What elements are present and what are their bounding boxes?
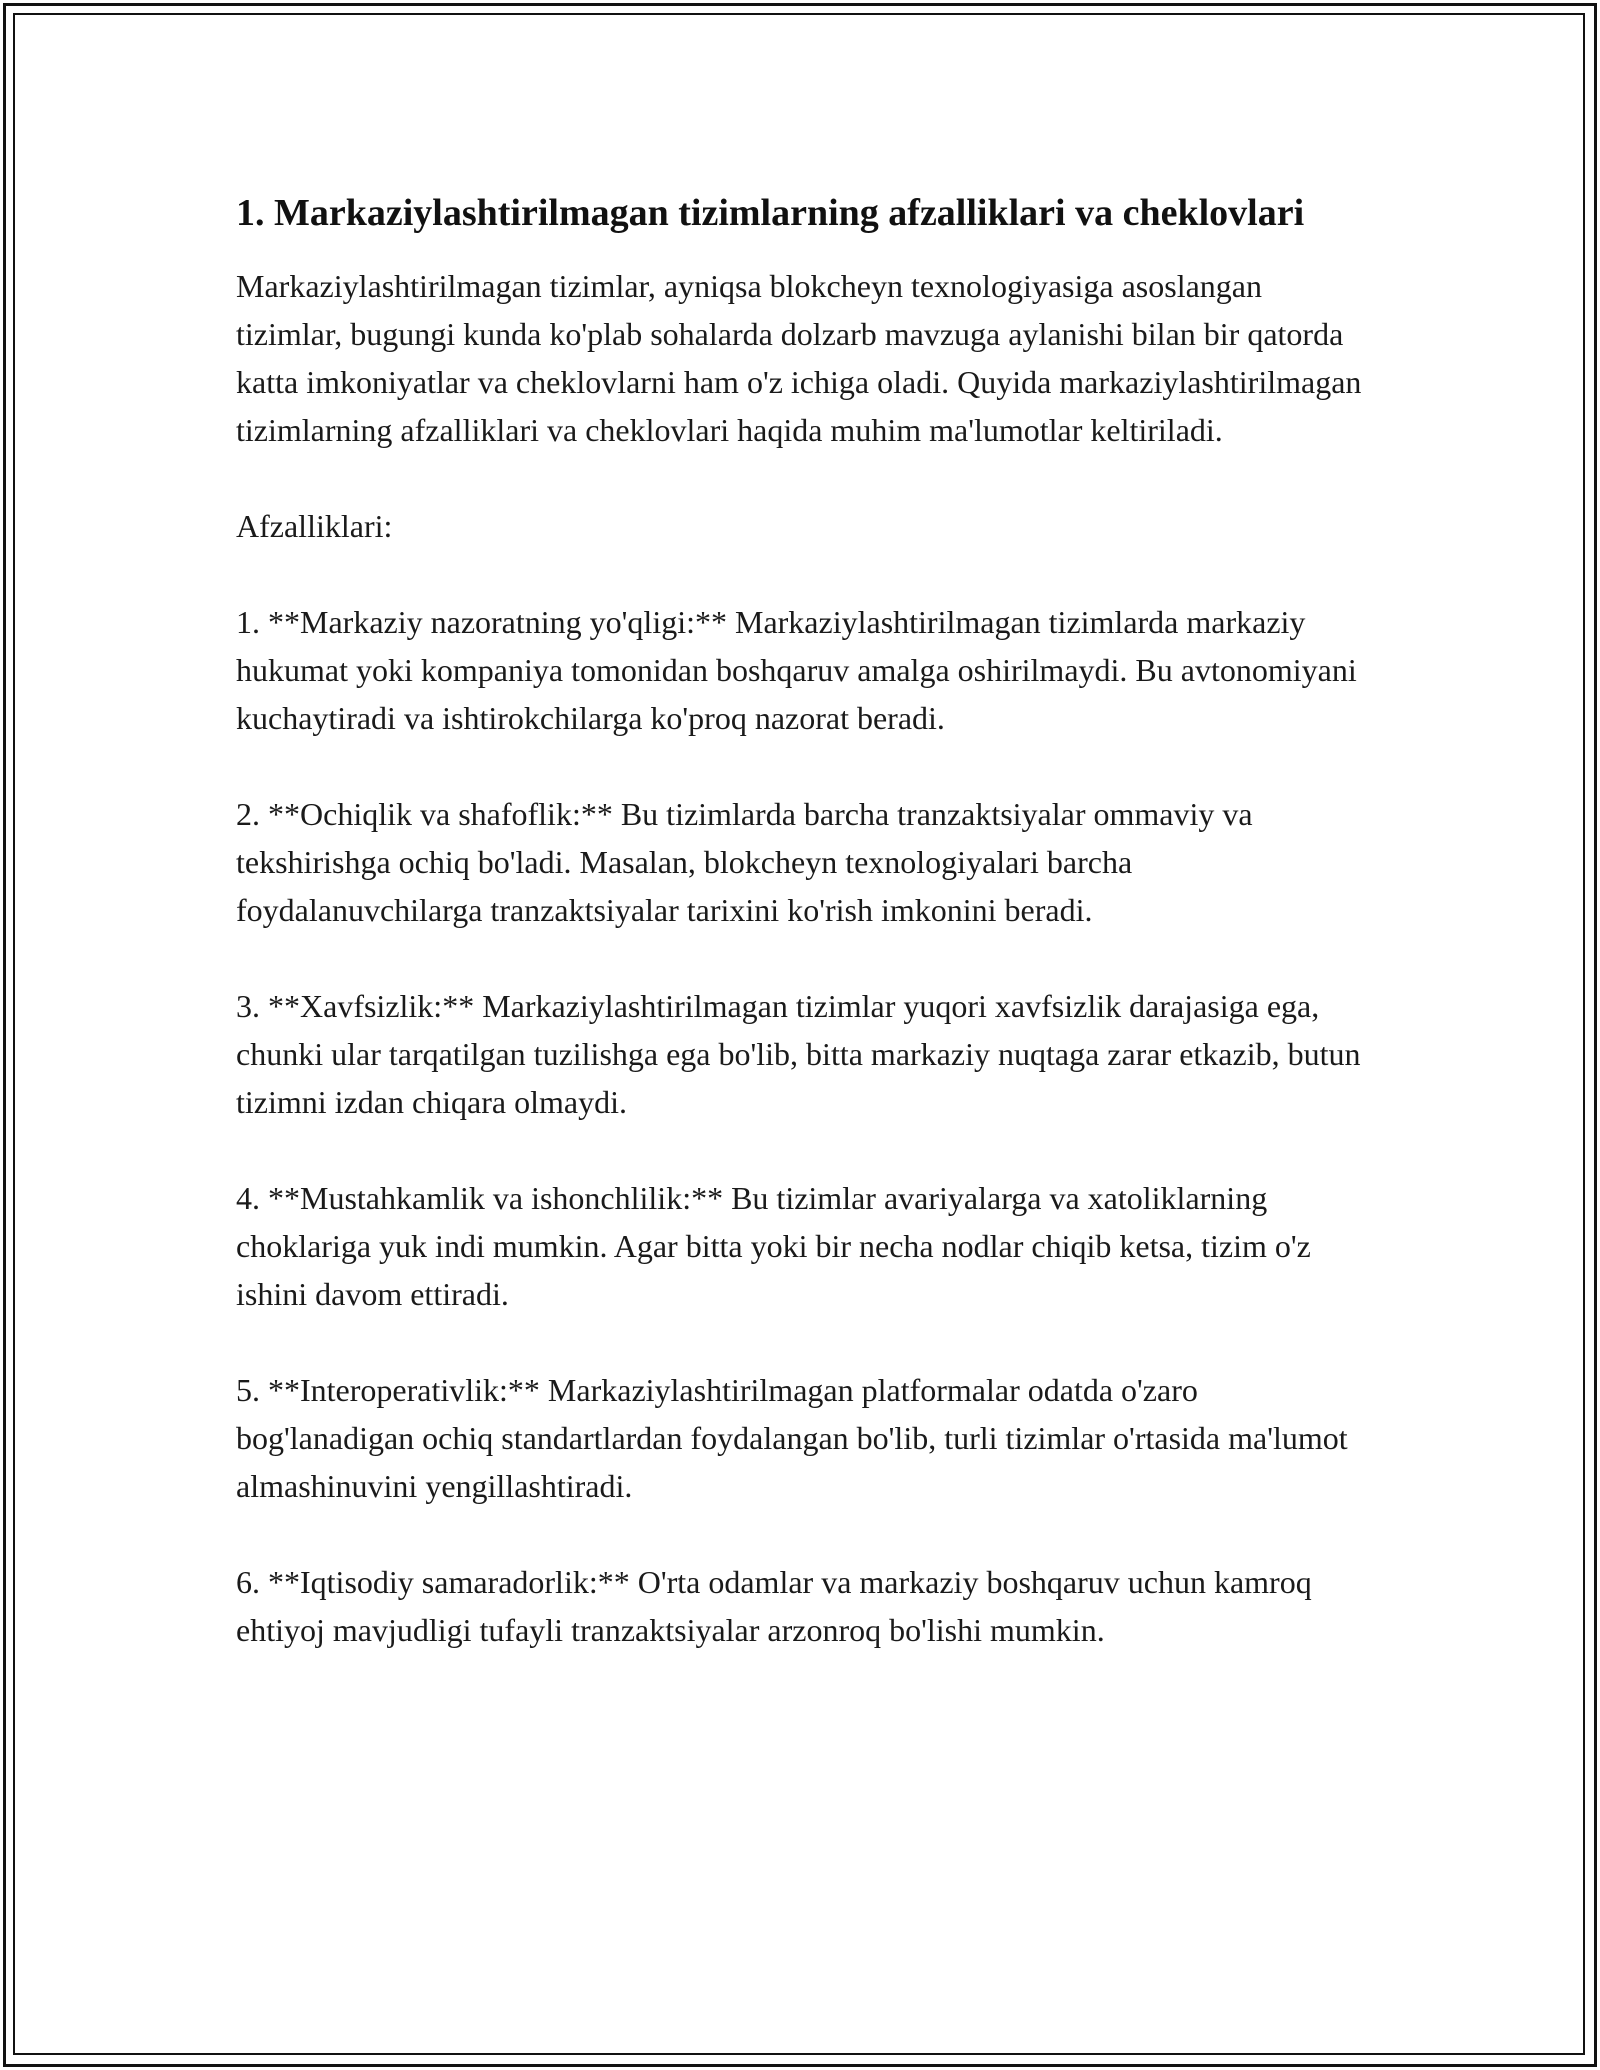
document-body (236, 186, 1376, 1702)
advantage-item-5: 5. **Interoperativlik:** Markaziylashtirilmagan platformalar odatda o'zaro bog'lanadigan ochiq standartlardan foydalangan bo'lib, turli tizimlar o'rtasida ma'lumot almashinuvini yengillashtiradi. (236, 1372, 1348, 1504)
advantage-item-4: 4. **Mustahkamlik va ishonchlilik:** Bu tizimlar avariyalarga va xatoliklarning choklariga yuk indi mumkin. Agar bitta yoki bir necha nodlar chiqib ketsa, tizim o'z ishini davom ettiradi. (236, 1180, 1311, 1312)
advantages-label: Afzalliklari: (236, 508, 393, 544)
section-heading: 1. Markaziylashtirilmagan tizimlarning afzalliklari va cheklovlari (236, 192, 1305, 234)
advantage-item-1: 1. **Markaziy nazoratning yo'qligi:** Markaziylashtirilmagan tizimlarda markaziy hukumat yoki kompaniya tomonidan boshqaruv amalga oshirilmaydi. Bu avtonomiyani kuchaytiradi va ishtirokchilarga ko'proq nazorat beradi. (236, 604, 1357, 736)
intro-paragraph: Markaziylashtirilmagan tizimlar, ayniqsa blokcheyn texnologiyasiga asoslangan tizimlar, bugungi kunda ko'plab sohalarda dolzarb mavzuga aylanishi bilan bir qatorda katta imkoniyatlar va cheklovlarni ham o'z ichiga oladi. Quyida markaziylashtirilmagan tizimlarning afzalliklari va cheklovlari haqida muhim ma'lumotlar keltiriladi. (236, 268, 1362, 448)
advantage-item-2: 2. **Ochiqlik va shafoflik:** Bu tizimlarda barcha tranzaktsiyalar ommaviy va tekshirishga ochiq bo'ladi. Masalan, blokcheyn texnologiyalari barcha foydalanuvchilarga tranzaktsiyalar tarixini ko'rish imkonini beradi. (236, 796, 1253, 928)
advantage-item-3: 3. **Xavfsizlik:** Markaziylashtirilmagan tizimlar yuqori xavfsizlik darajasiga ega, chunki ular tarqatilgan tuzilishga ega bo'lib, bitta markaziy nuqtaga zarar etkazib, butun tizimni izdan chiqara olmaydi. (236, 988, 1361, 1120)
advantage-item-6: 6. **Iqtisodiy samaradorlik:** O'rta odamlar va markaziy boshqaruv uchun kamroq ehtiyoj mavjudligi tufayli tranzaktsiyalar arzonroq bo'lishi mumkin. (236, 1564, 1312, 1648)
